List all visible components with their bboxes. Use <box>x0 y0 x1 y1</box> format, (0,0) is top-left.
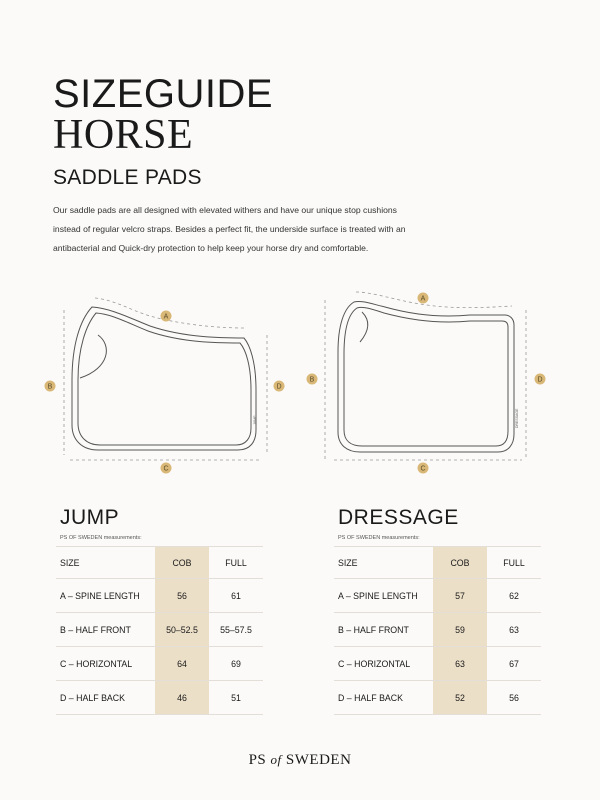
dressage-marker-c <box>418 463 429 474</box>
table-row <box>56 613 263 647</box>
table-row <box>334 579 541 613</box>
dressage-size-table <box>334 546 541 715</box>
row-full: 51 <box>209 681 263 715</box>
table-header-row <box>334 547 541 579</box>
header-full: FULL <box>209 547 263 579</box>
row-full: 63 <box>487 613 541 647</box>
row-cob: 63 <box>433 647 487 681</box>
svg-text:A: A <box>163 313 169 321</box>
row-label: D – HALF BACK <box>334 681 433 715</box>
row-full: 61 <box>209 579 263 613</box>
row-label: D – HALF BACK <box>56 681 155 715</box>
dressage-pad-inner-outline <box>344 307 508 446</box>
table-row <box>56 647 263 681</box>
jump-pad-inner-outline <box>78 313 251 445</box>
brand-sweden: SWEDEN <box>285 752 352 768</box>
jump-size-table <box>56 546 263 715</box>
dressage-pad-diagram <box>338 301 514 452</box>
table-row <box>334 613 541 647</box>
header-cob: COB <box>433 547 487 579</box>
dressage-pad-outline <box>338 301 514 452</box>
table-row <box>334 681 541 715</box>
row-full: 62 <box>487 579 541 613</box>
svg-text:A: A <box>420 295 426 303</box>
jump-marker-b <box>45 381 56 392</box>
row-full: 67 <box>487 647 541 681</box>
row-cob: 56 <box>155 579 209 613</box>
title-sizeguide: SIZEGUIDE <box>53 72 274 116</box>
header-size: SIZE <box>56 547 155 579</box>
row-label: C – HORIZONTAL <box>334 647 433 681</box>
svg-text:D: D <box>276 383 282 391</box>
header-size: SIZE <box>334 547 433 579</box>
row-cob: 50–52.5 <box>155 613 209 647</box>
jump-pad-flap-line <box>80 335 106 378</box>
jump-marker-c <box>161 463 172 474</box>
saddle-pad-diagrams <box>0 280 600 485</box>
brand-ps: PS <box>248 752 267 768</box>
row-label: B – HALF FRONT <box>334 613 433 647</box>
dressage-pad-flap-line <box>360 312 368 342</box>
dressage-title: DRESSAGE <box>338 506 459 529</box>
svg-text:C: C <box>163 465 169 473</box>
row-label: A – SPINE LENGTH <box>334 579 433 613</box>
jump-tag: JUMP <box>253 415 257 425</box>
subtitle: SADDLE PADS <box>53 166 202 189</box>
jump-marker-a <box>161 311 172 322</box>
brand-of: of <box>270 752 282 767</box>
jump-pad-diagram <box>72 307 256 450</box>
dressage-guides <box>325 292 526 460</box>
row-label: A – SPINE LENGTH <box>56 579 155 613</box>
title-horse: HORSE <box>53 112 194 158</box>
svg-text:C: C <box>420 465 426 473</box>
svg-text:B: B <box>309 376 315 384</box>
jump-pad-outline <box>72 307 256 450</box>
table-row <box>334 647 541 681</box>
dressage-caption: PS OF SWEDEN measurements: <box>338 535 420 541</box>
table-row <box>56 579 263 613</box>
dressage-marker-d <box>535 374 546 385</box>
dressage-marker-a <box>418 293 429 304</box>
row-cob: 59 <box>433 613 487 647</box>
svg-text:B: B <box>47 383 53 391</box>
row-label: B – HALF FRONT <box>56 613 155 647</box>
header-cob: COB <box>155 547 209 579</box>
table-header-row <box>56 547 263 579</box>
row-full: 56 <box>487 681 541 715</box>
jump-caption: PS OF SWEDEN measurements: <box>60 535 142 541</box>
dressage-tag: DRESSAGE <box>515 408 519 428</box>
jump-guides <box>64 298 267 460</box>
jump-marker-d <box>274 381 285 392</box>
row-cob: 52 <box>433 681 487 715</box>
row-cob: 46 <box>155 681 209 715</box>
svg-text:D: D <box>537 376 543 384</box>
header-full: FULL <box>487 547 541 579</box>
row-full: 55–57.5 <box>209 613 263 647</box>
jump-title: JUMP <box>60 506 120 529</box>
row-cob: 64 <box>155 647 209 681</box>
dressage-marker-b <box>307 374 318 385</box>
intro-text: Our saddle pads are all designed with elevated withers and have our unique stop cushions instead of regular velcro straps. Besides a perfect fit, the underside surface is treated with an antibacterial and Quick-dry protection to help keep your horse dry and comfortable. <box>53 205 406 253</box>
brand-logo <box>0 752 600 769</box>
row-cob: 57 <box>433 579 487 613</box>
row-full: 69 <box>209 647 263 681</box>
table-row <box>56 681 263 715</box>
row-label: C – HORIZONTAL <box>56 647 155 681</box>
